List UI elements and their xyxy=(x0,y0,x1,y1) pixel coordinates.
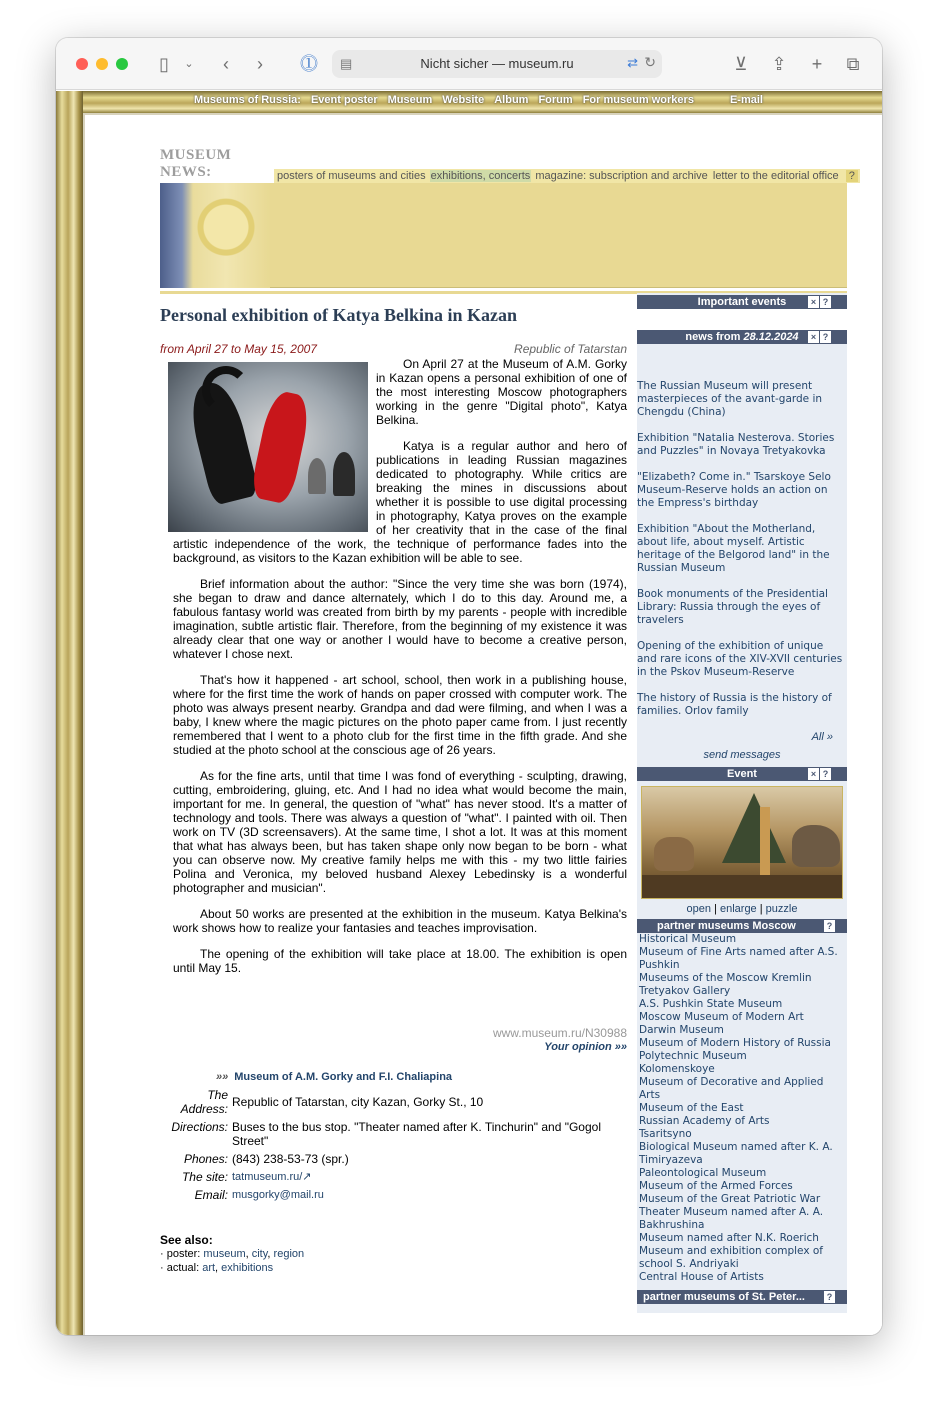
tab-overview-icon[interactable]: ⧉ xyxy=(846,54,860,74)
photo-figure-grey xyxy=(308,458,326,494)
article-title: Personal exhibition of Katya Belkina in Kazan xyxy=(160,305,518,325)
logo-line-2: NEWS: xyxy=(160,164,212,180)
partner-museum-link[interactable]: Museum of Fine Arts named after A.S. Pushkin xyxy=(639,946,838,971)
museum-arrows: »» xyxy=(216,1071,229,1083)
partner-museum-link[interactable]: Tsaritsyno xyxy=(639,1128,692,1140)
your-opinion-link[interactable]: Your opinion »» xyxy=(544,1041,627,1053)
reload-icon[interactable]: ↻ xyxy=(644,54,656,70)
poster-link-museum[interactable]: museum xyxy=(203,1248,246,1260)
museum-info xyxy=(160,1088,630,1206)
event-animal xyxy=(654,837,694,871)
news-list xyxy=(637,344,847,718)
all-news-link[interactable] xyxy=(637,731,847,743)
museum-news-logo[interactable] xyxy=(160,147,231,181)
partner-museum-link[interactable]: Moscow Museum of Modern Art xyxy=(639,1011,804,1023)
event-title: Event xyxy=(727,768,757,780)
museum-name: Museum of A.M. Gorky and F.I. Chaliapina xyxy=(234,1071,453,1083)
partner-museum-link[interactable]: Theater Museum named after A. A. Bakhrushina xyxy=(639,1206,824,1231)
help-icon[interactable]: ? xyxy=(820,296,831,308)
actual-label: · actual: xyxy=(160,1262,200,1274)
email-row xyxy=(160,1188,630,1202)
partner-museum-link[interactable]: Museums of the Moscow Kremlin xyxy=(639,972,812,984)
menu-letter[interactable]: letter to the editorial office xyxy=(712,170,839,182)
browser-window xyxy=(56,38,882,1335)
news-header xyxy=(637,330,847,344)
event-puzzle-link[interactable]: puzzle xyxy=(765,903,798,915)
chevron-right-icon: » xyxy=(826,731,833,743)
exhibition-photo[interactable] xyxy=(168,362,368,532)
article-source: www.museum.ru/N30988 xyxy=(492,1026,627,1040)
partner-museum-link[interactable]: A.S. Pushkin State Museum xyxy=(639,998,783,1010)
back-icon[interactable]: ‹ xyxy=(223,54,229,74)
menu-exhibitions[interactable]: exhibitions, concerts xyxy=(430,170,531,182)
poster-label: · poster: xyxy=(160,1248,201,1260)
article-region[interactable]: Republic of Tatarstan xyxy=(514,342,627,356)
partner-museum-link[interactable]: Museum of the Great Patriotic War xyxy=(639,1193,821,1205)
photo-figure-red xyxy=(249,389,313,505)
section-menu xyxy=(274,169,860,183)
password-manager-icon[interactable]: ⓵ xyxy=(300,54,318,74)
topnav-museum[interactable]: Museum xyxy=(387,94,433,106)
article-dates: from April 27 to May 15, 2007 xyxy=(160,342,317,356)
poster-link-city[interactable]: city xyxy=(251,1248,268,1260)
see-also-heading: See also: xyxy=(160,1233,213,1247)
event-elephant xyxy=(792,825,840,867)
event-header xyxy=(637,767,847,781)
new-tab-icon[interactable]: + xyxy=(811,54,823,74)
event-enlarge-link[interactable]: enlarge xyxy=(719,903,757,915)
email-label: Email: xyxy=(194,1188,228,1202)
partner-museum-link[interactable]: Paleontological Museum xyxy=(639,1167,767,1179)
see-also xyxy=(160,1233,304,1275)
partner-museum-link[interactable]: Museum of the East xyxy=(639,1102,744,1114)
topnav-email[interactable]: E-mail xyxy=(729,94,763,106)
forward-icon[interactable]: › xyxy=(257,54,263,74)
topnav-event-poster[interactable]: Event poster xyxy=(310,94,378,106)
partner-museum-link[interactable]: Museum of Modern History of Russia xyxy=(639,1037,831,1049)
menu-help[interactable]: ? xyxy=(846,170,858,182)
help-icon[interactable]: ? xyxy=(824,1291,835,1303)
partners-spb-header xyxy=(637,1290,847,1304)
topnav-forum[interactable]: Forum xyxy=(538,94,573,106)
gold-frame-left xyxy=(56,91,83,1335)
partner-museum-link[interactable]: Russian Academy of Arts xyxy=(639,1115,770,1127)
photo-moon xyxy=(202,366,250,414)
phones-row xyxy=(160,1152,630,1166)
topnav-website[interactable]: Website xyxy=(442,94,485,106)
right-sidebar xyxy=(637,293,847,1313)
sun-emblem-image xyxy=(160,183,270,288)
news-prefix: news from xyxy=(685,331,741,343)
all-label: All xyxy=(811,731,824,743)
close-icon[interactable]: × xyxy=(808,296,819,308)
news-item[interactable]: Opening of the exhibition of unique and rare icons of the XIV-XVII centuries in the Pskov Museum-Reserve xyxy=(637,640,843,678)
news-item[interactable]: "Elizabeth? Come in." Tsarskoye Selo Museum-Reserve holds an action on the Empress's birthday xyxy=(637,471,831,509)
minimize-window-button[interactable] xyxy=(96,58,108,70)
event-floor xyxy=(642,875,843,899)
news-item[interactable]: The Russian Museum will present masterpieces of the avant-garde in Chengdu (China) xyxy=(637,380,823,418)
article-paragraph: Brief information about the author: "Since the very time she was born (1974), she began to draw and dance alternately, which I do to this day. Around me, a fabulous fantasy world was created from birth by my parents - people with incredible imagination, subtle artistic flair. Therefore, from the beginning of my existence it was already clear that one way or another I would have to become a creative person, whatever I chose next. xyxy=(173,577,627,661)
close-icon[interactable]: × xyxy=(808,331,819,343)
topnav-for-museum-workers[interactable]: For museum workers xyxy=(582,94,694,106)
address-label: The Address: xyxy=(180,1088,228,1116)
article-paragraph: About 50 works are presented at the exhibition in the museum. Katya Belkina's work shows how to realize your fantasies and teaches improvisation. xyxy=(173,907,627,935)
close-icon[interactable]: × xyxy=(808,768,819,780)
actual-link-exhibitions[interactable]: exhibitions xyxy=(221,1262,274,1274)
article-paragraph: As for the fine arts, until that time I was fond of everything - sculpting, drawing, cutting, embroidering, gluing, etc. And I had no idea what would become the main, important for me. In general, the question of "what" has never stood. It's a matter of technology and tools. There was always a question of "what". I painted with oil. Then work on TV (3D screensavers). At the same time, I shot a lot. It was at this moment that what has always been, but has taken shape only now began to be born - what you can observe now. My creative family helps me with this - my two little fairies Polina and Veronica, my beloved husband Alexey Lebedinsky is a wonderful photographer and musician". xyxy=(173,769,627,895)
event-links: open | enlarge | puzzle xyxy=(686,903,798,915)
site-link[interactable]: tatmuseum.ru/↗ xyxy=(232,1171,312,1183)
partner-museum-link[interactable]: Polytechnic Museum xyxy=(639,1050,747,1062)
partners-moscow-list xyxy=(637,933,847,1284)
web-page xyxy=(56,91,882,1335)
partner-museum-link[interactable]: Museum of the Armed Forces xyxy=(639,1180,793,1192)
phones-label: Phones: xyxy=(183,1152,228,1166)
email-link[interactable]: musgorky@mail.ru xyxy=(232,1189,324,1201)
header-banner xyxy=(160,183,847,288)
partner-museum-link[interactable]: Central House of Artists xyxy=(639,1271,764,1283)
photo-figure-dark xyxy=(333,452,355,496)
see-also-actual: · actual: art, exhibitions xyxy=(160,1262,274,1274)
site-row xyxy=(160,1170,630,1184)
important-events-header xyxy=(637,295,847,309)
topnav-museums-of-russia[interactable]: Museums of Russia: xyxy=(194,94,301,106)
partner-museum-link[interactable]: Museum named after N.K. Roerich xyxy=(639,1232,819,1244)
logo-line-1: MUSEUM xyxy=(160,147,232,163)
address-text: Nicht sicher — museum.ru xyxy=(420,56,574,71)
sidebar-toggle-icon[interactable]: ▯ xyxy=(159,54,169,74)
phones-value: (843) 238-53-73 (spr.) xyxy=(232,1152,349,1166)
article-paragraph: On April 27 at the Museum of A.M. Gorky in Kazan opens a personal exhibition of one of the most interesting Moscow photographers working in the genre "Digital photo", Katya Belkina. xyxy=(376,357,627,427)
page-icon: ▤ xyxy=(340,56,353,71)
topnav-album[interactable]: Album xyxy=(494,94,529,106)
directions-value: Buses to the bus stop. "Theater named after K. Tinchurin" and "Gogol Street" xyxy=(232,1120,601,1148)
help-icon[interactable]: ? xyxy=(824,920,835,932)
news-item[interactable]: The history of Russia is the history of families. Orlov family xyxy=(637,692,832,717)
close-window-button[interactable] xyxy=(76,58,88,70)
partner-museum-link[interactable]: Biological Museum named after K. A. Timiryazeva xyxy=(639,1141,833,1166)
partner-museum-link[interactable]: Kolomenskoye xyxy=(639,1063,715,1075)
actual-link-art[interactable]: art xyxy=(202,1262,216,1274)
important-events-title: Important events xyxy=(697,296,787,308)
download-icon[interactable]: ⊻ xyxy=(734,54,748,74)
translate-icon[interactable]: ⇄ xyxy=(627,55,638,70)
article-paragraph: The opening of the exhibition will take place at 18.00. The exhibition is open until May 15. xyxy=(173,947,627,975)
see-also-poster: · poster: museum, city, region xyxy=(160,1248,305,1260)
event-open-link[interactable]: open xyxy=(686,903,711,915)
sidebar-gap xyxy=(637,309,847,330)
directions-row xyxy=(160,1120,630,1148)
zoom-window-button[interactable] xyxy=(116,58,128,70)
news-date: 28.12.2024 xyxy=(743,331,799,343)
partner-museum-link[interactable]: Museum and exhibition complex of school S. Andriyaki xyxy=(639,1245,824,1270)
article-paragraph: That's how it happened - art school, school, then work in a publishing house, where for the first time the work of hands on paper crossed with computer work. The photo was always present nearby. Grandpa and dad were filming, and when I was a baby, I knew where the magic pictures on the photo paper came from. I just recently remembered that I went to a photo club for the first time in the fifth grade. And she studied at the photo school at the conscious age of 26 years. xyxy=(173,673,627,757)
address-row xyxy=(160,1088,630,1116)
address-value: Republic of Tatarstan, city Kazan, Gorky St., 10 xyxy=(232,1095,484,1109)
news-item[interactable]: Book monuments of the Presidential Library: Russia through the eyes of travelers xyxy=(637,588,828,626)
event-giraffe xyxy=(760,807,770,877)
news-item[interactable]: Exhibition "Natalia Nesterova. Stories and Puzzles" in Novaya Tretyakovka xyxy=(637,432,835,457)
chevron-down-icon[interactable]: ⌄ xyxy=(184,58,194,70)
partner-museum-link[interactable]: Historical Museum xyxy=(639,933,737,945)
partner-museum-link[interactable]: Museum of Decorative and Applied Arts xyxy=(639,1076,824,1101)
site-label: The site: xyxy=(181,1170,228,1184)
event-image[interactable] xyxy=(641,786,843,899)
event-tree xyxy=(722,793,786,863)
browser-toolbar xyxy=(56,38,882,90)
help-icon[interactable]: ? xyxy=(820,331,831,343)
partners-moscow-title: partner museums Moscow xyxy=(657,920,796,932)
museum-name-link[interactable] xyxy=(216,1071,452,1083)
menu-magazine[interactable]: magazine: subscription and archive xyxy=(535,170,708,182)
share-icon[interactable]: ⇪ xyxy=(771,54,787,74)
help-icon[interactable]: ? xyxy=(820,768,831,780)
partner-museum-link[interactable]: Tretyakov Gallery xyxy=(639,985,731,997)
partner-museum-link[interactable]: Darwin Museum xyxy=(639,1024,724,1036)
menu-posters[interactable]: posters of museums and cities xyxy=(277,170,426,182)
directions-label: Directions: xyxy=(171,1120,228,1134)
news-item[interactable]: Exhibition "About the Motherland, about life, about myself. Artistic heritage of the Belgorod land" in the Russian Museum xyxy=(637,523,830,574)
top-navigation xyxy=(194,94,763,110)
send-messages-link[interactable]: send messages xyxy=(703,749,781,761)
poster-link-region[interactable]: region xyxy=(273,1248,305,1260)
article-paragraph: Katya is a regular author and hero of publications in leading Russian magazines dedicated to photography. While critics are breaking the mines in discussions about whether it is possible to use digital processing in photography, Katya proves on the example of her creativity that in the case of the final artistic independence of the work, the technique of performance fades into the background, as visitors to the Kazan exhibition will be able to see. xyxy=(173,439,627,565)
partners-moscow-header xyxy=(637,919,847,933)
partners-spb-title: partner museums of St. Peter... xyxy=(643,1291,805,1303)
address-bar[interactable] xyxy=(332,50,662,78)
article-body xyxy=(173,357,627,987)
